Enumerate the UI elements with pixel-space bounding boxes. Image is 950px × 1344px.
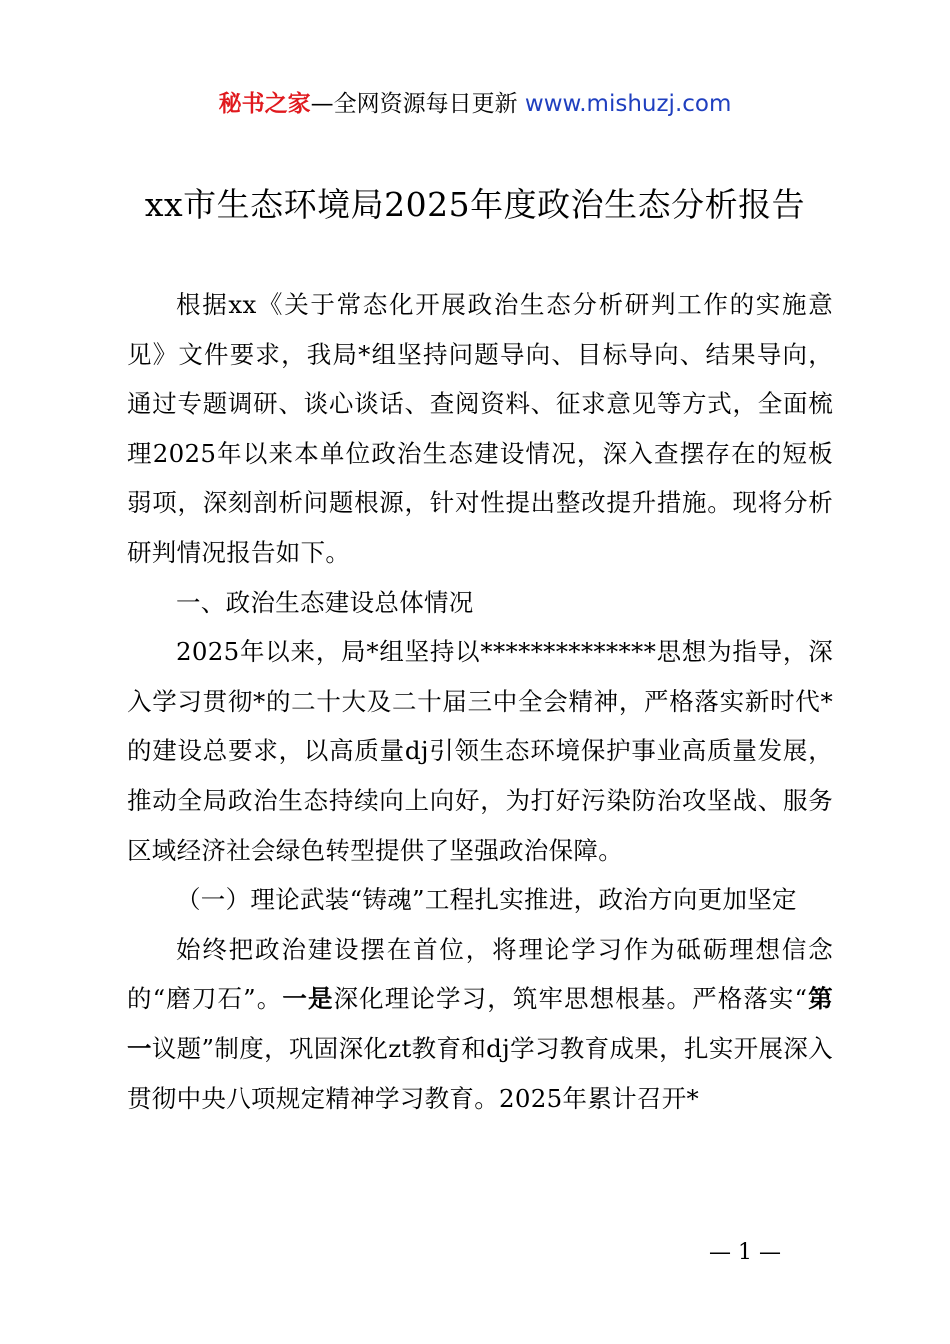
site-header: [0, 88, 950, 120]
theory-paragraph: [127, 925, 833, 1123]
subsection-heading-1: （一）理论武装“铸魂”工程扎实推进，政治方向更加坚定: [176, 885, 797, 915]
intro-paragraph: 根据xx《关于常态化开展政治生态分析研判工作的实施意见》文件要求，我局*组坚持问题导向、目标导向、结果导向，通过专题调研、谈心谈话、查阅资料、征求意见等方式，全面梳理2025年以来本单位政治生态建设情况，深入查摆存在的短板弱项，深刻剖析问题根源，针对性提出整改提升措施。现将分析研判情况报告如下。: [127, 290, 833, 567]
header-slogan: —全网资源每日更新: [310, 91, 525, 117]
document-title: xx市生态环境局2025年度政治生态分析报告: [144, 185, 806, 224]
overview-paragraph: 2025年以来，局*组坚持以**************思想为指导，深入学习贯彻*的二十大及二十届三中全会精神，严格落实新时代*的建设总要求，以高质量dj引领生态环境保护事业高质量发展，推动全局政治生态持续向上向好，为打好污染防治攻坚战、服务区域经济社会绿色转型提供了坚强政治保障。: [127, 637, 833, 865]
section-heading-1: 一、政治生态建设总体情况: [176, 587, 474, 617]
site-url-link[interactable]: www.mishuzj.com: [524, 91, 732, 117]
theory-text-1: 始终把政治建设摆在首位，将理论学习作为砥砺理想信念的“磨刀石”。: [127, 934, 833, 1014]
document-body: [127, 280, 833, 1123]
bold-marker-first-topic: 第一: [127, 984, 833, 1063]
page-number: — 1 —: [709, 1240, 781, 1265]
theory-text-3: 议题”制度，巩固深化zt教育和dj学习教育成果，扎实开展深入贯彻中央八项规定精神学习教育。2025年累计召开*: [127, 1033, 833, 1113]
theory-text-2: 深化理论学习，筑牢思想根基。严格落实“: [333, 984, 808, 1014]
brand-name: 秘书之家: [218, 91, 311, 117]
bold-marker-first: 一是: [282, 984, 334, 1014]
